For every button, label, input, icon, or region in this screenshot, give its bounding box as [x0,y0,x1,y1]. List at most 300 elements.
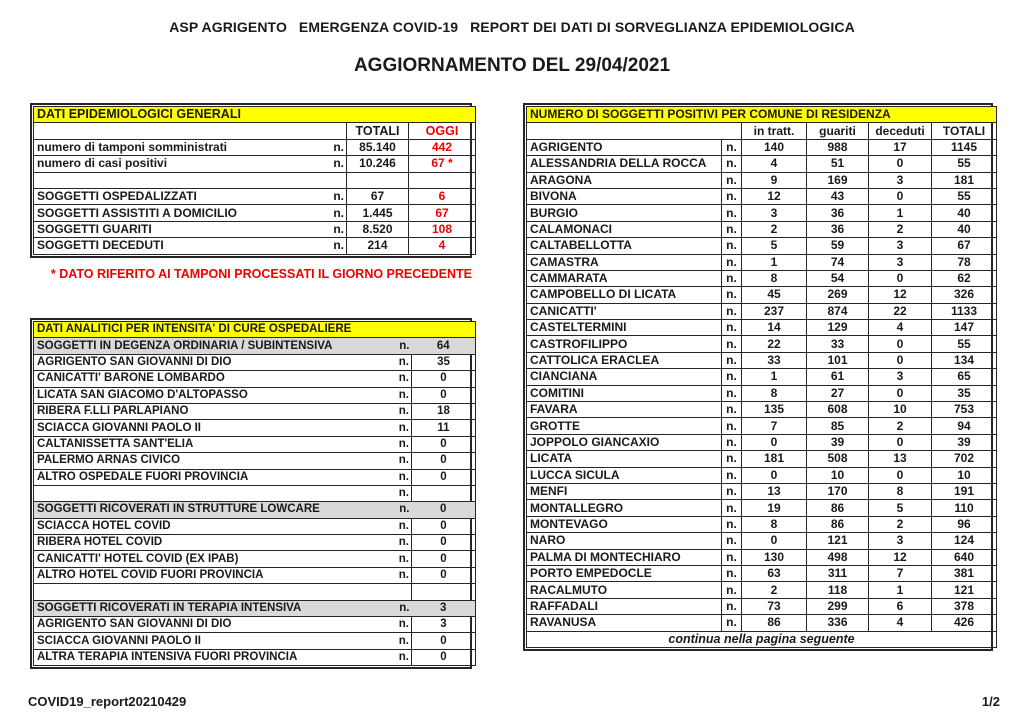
row-label: SOGGETTI ASSISTITI A DOMICILIO [34,205,325,221]
cell-in-tratt: 12 [742,188,807,204]
cell-totali: 10 [932,467,997,483]
cell-totali: 1.445 [347,205,409,221]
cell-deceduti: 0 [869,336,932,352]
cell-deceduti: 0 [869,467,932,483]
table-row [34,535,476,551]
cell-in-tratt: 0 [742,434,807,450]
n-abbrev: n. [722,320,742,336]
n-abbrev: n. [390,567,412,583]
positives-by-municipality-table [523,103,993,651]
table-row [527,615,997,631]
table-row [34,600,476,616]
table-row [527,451,997,467]
n-abbrev: n. [390,518,412,534]
cell-totali: 1133 [932,303,997,319]
comune-name: CALAMONACI [527,221,722,237]
cell-deceduti: 0 [869,270,932,286]
cell-deceduti: 2 [869,516,932,532]
table-row [527,336,997,352]
table-row [527,385,997,401]
comune-name: BURGIO [527,205,722,221]
cell-deceduti: 17 [869,139,932,155]
table-row [527,516,997,532]
cell-totali: 1145 [932,139,997,155]
cell-guariti: 51 [807,156,869,172]
cell-guariti: 10 [807,467,869,483]
report-filename: COVID19_report20210429 [28,694,187,709]
cell-guariti: 121 [807,533,869,549]
cell-totali: 67 [932,238,997,254]
table-row [527,598,997,614]
comune-name: ARAGONA [527,172,722,188]
cell-totali: 35 [932,385,997,401]
comune-name: ALESSANDRIA DELLA ROCCA [527,156,722,172]
row-label [34,584,390,600]
table-row [34,617,476,633]
cell-value: 0 [412,436,476,452]
cell-totali: 96 [932,516,997,532]
cell-totali: 181 [932,172,997,188]
table-row [527,270,997,286]
cell-in-tratt: 5 [742,238,807,254]
n-abbrev: n. [722,385,742,401]
cell-value: 0 [412,649,476,665]
general-table-empty-header [34,123,347,139]
cell-totali: 94 [932,418,997,434]
cell-value: 0 [412,387,476,403]
cell-deceduti: 12 [869,287,932,303]
n-abbrev: n. [722,451,742,467]
tamponi-footnote: * DATO RIFERITO AI TAMPONI PROCESSATI IL GIORNO PRECEDENTE [50,267,472,281]
row-label: PALERMO ARNAS CIVICO [34,453,390,469]
cell-value: 0 [412,371,476,387]
n-abbrev [390,584,412,600]
n-abbrev: n. [390,649,412,665]
cell-value: 0 [412,551,476,567]
cell-value: 3 [412,617,476,633]
n-abbrev: n. [390,469,412,485]
table-row [527,565,997,581]
n-abbrev [325,172,347,188]
column-header-totali: TOTALI [347,123,409,139]
row-label: SOGGETTI RICOVERATI IN STRUTTURE LOWCARE [34,502,390,518]
n-abbrev: n. [722,287,742,303]
n-abbrev: n. [390,600,412,616]
n-abbrev: n. [390,403,412,419]
cell-guariti: 101 [807,352,869,368]
n-abbrev: n. [390,453,412,469]
hospital-care-intensity-table [30,318,472,669]
cell-guariti: 988 [807,139,869,155]
row-label: SCIACCA GIOVANNI PAOLO II [34,420,390,436]
cell-guariti: 508 [807,451,869,467]
comune-name: PALMA DI MONTECHIARO [527,549,722,565]
n-abbrev: n. [390,420,412,436]
cell-guariti: 498 [807,549,869,565]
table-row [34,649,476,665]
comune-name: FAVARA [527,402,722,418]
table-row [527,402,997,418]
cell-guariti: 608 [807,402,869,418]
table-row [34,139,476,155]
cell-guariti: 311 [807,565,869,581]
cell-guariti: 874 [807,303,869,319]
cell-oggi: 108 [409,221,476,237]
comune-name: CAMASTRA [527,254,722,270]
row-label: RIBERA HOTEL COVID [34,535,390,551]
cell-guariti: 86 [807,516,869,532]
table-row [34,188,476,204]
n-abbrev: n. [390,502,412,518]
cell-deceduti: 6 [869,598,932,614]
comune-name: GROTTE [527,418,722,434]
cell-deceduti: 0 [869,352,932,368]
hospital-table [33,321,476,666]
table-row [34,502,476,518]
n-abbrev: n. [722,369,742,385]
comune-name: CATTOLICA ERACLEA [527,352,722,368]
cell-in-tratt: 63 [742,565,807,581]
comune-name: CAMMARATA [527,270,722,286]
cell-value [412,584,476,600]
cell-value: 11 [412,420,476,436]
cell-value: 0 [412,502,476,518]
cell-in-tratt: 7 [742,418,807,434]
cell-deceduti: 4 [869,320,932,336]
comune-name: COMITINI [527,385,722,401]
cell-value: 0 [412,518,476,534]
table-row [527,172,997,188]
comune-name: AGRIGENTO [527,139,722,155]
comune-name: CANICATTI' [527,303,722,319]
comune-name: RAFFADALI [527,598,722,614]
table-row [527,238,997,254]
cell-deceduti: 3 [869,254,932,270]
n-abbrev: n. [722,467,742,483]
cell-in-tratt: 19 [742,500,807,516]
cell-totali: 147 [932,320,997,336]
row-label [34,172,325,188]
cell-in-tratt: 9 [742,172,807,188]
cell-deceduti: 3 [869,238,932,254]
cell-deceduti: 7 [869,565,932,581]
cell-deceduti: 1 [869,205,932,221]
table-row [527,352,997,368]
n-abbrev: n. [722,156,742,172]
cell-guariti: 54 [807,270,869,286]
cell-guariti: 129 [807,320,869,336]
table-row [34,453,476,469]
comuni-table-title-row [527,107,997,123]
cell-value: 0 [412,567,476,583]
table-row [527,582,997,598]
general-table-title: DATI EPIDEMIOLOGICI GENERALI [34,107,476,123]
table-row [34,354,476,370]
cell-oggi: 442 [409,139,476,155]
cell-oggi: 6 [409,188,476,204]
n-abbrev: n. [722,270,742,286]
table-row [527,287,997,303]
cell-totali: 10.246 [347,156,409,172]
cell-deceduti: 0 [869,188,932,204]
cell-totali: 326 [932,287,997,303]
cell-totali: 426 [932,615,997,631]
comune-name: NARO [527,533,722,549]
cell-in-tratt: 86 [742,615,807,631]
cell-in-tratt: 237 [742,303,807,319]
comuni-table-footer-row [527,631,997,647]
cell-value: 3 [412,600,476,616]
cell-guariti: 61 [807,369,869,385]
comune-name: CASTROFILIPPO [527,336,722,352]
cell-deceduti: 0 [869,156,932,172]
n-abbrev: n. [722,402,742,418]
cell-guariti: 336 [807,615,869,631]
cell-totali: 55 [932,156,997,172]
row-label: numero di tamponi somministrati [34,139,325,155]
table-row [527,205,997,221]
table-row [34,584,476,600]
cell-deceduti: 3 [869,533,932,549]
table-row [34,567,476,583]
cell-in-tratt: 4 [742,156,807,172]
cell-guariti: 118 [807,582,869,598]
table-row [527,483,997,499]
n-abbrev: n. [722,500,742,516]
row-label: LICATA SAN GIACOMO D'ALTOPASSO [34,387,390,403]
general-table [33,106,476,255]
column-header-oggi: OGGI [409,123,476,139]
comuni-table-header-row [527,123,997,139]
row-label: SOGGETTI RICOVERATI IN TERAPIA INTENSIVA [34,600,390,616]
hospital-table-title-row [34,322,476,338]
n-abbrev: n. [722,188,742,204]
comune-name: RAVANUSA [527,615,722,631]
table-row [527,434,997,450]
cell-value: 0 [412,469,476,485]
n-abbrev: n. [390,354,412,370]
cell-guariti: 169 [807,172,869,188]
cell-deceduti: 10 [869,402,932,418]
table-row [34,551,476,567]
cell-guariti: 36 [807,205,869,221]
n-abbrev: n. [390,387,412,403]
cell-totali: 62 [932,270,997,286]
cell-totali: 124 [932,533,997,549]
n-abbrev: n. [722,598,742,614]
table-row [34,403,476,419]
table-row [527,303,997,319]
cell-in-tratt: 33 [742,352,807,368]
n-abbrev: n. [722,336,742,352]
table-row [34,469,476,485]
cell-value: 18 [412,403,476,419]
row-label: ALTRA TERAPIA INTENSIVA FUORI PROVINCIA [34,649,390,665]
cell-value [412,485,476,501]
n-abbrev: n. [325,188,347,204]
n-abbrev: n. [722,205,742,221]
cell-totali: 55 [932,336,997,352]
cell-totali: 67 [347,188,409,204]
table-row [527,188,997,204]
row-label: SCIACCA HOTEL COVID [34,518,390,534]
n-abbrev: n. [722,221,742,237]
cell-deceduti: 3 [869,369,932,385]
comune-name: CAMPOBELLO DI LICATA [527,287,722,303]
cell-totali: 85.140 [347,139,409,155]
report-header-title: ASP AGRIGENTO EMERGENZA COVID-19 REPORT DEI DATI DI SORVEGLIANZA EPIDEMIOLOGICA [169,19,855,35]
cell-in-tratt: 1 [742,254,807,270]
comune-name: BIVONA [527,188,722,204]
cell-totali: 214 [347,238,409,254]
n-abbrev: n. [390,338,412,354]
cell-deceduti: 5 [869,500,932,516]
cell-in-tratt: 8 [742,385,807,401]
cell-deceduti: 13 [869,451,932,467]
cell-totali: 40 [932,205,997,221]
cell-totali: 134 [932,352,997,368]
cell-in-tratt: 8 [742,270,807,286]
cell-totali: 381 [932,565,997,581]
column-header-in-tratt: in tratt. [742,123,807,139]
n-abbrev: n. [390,436,412,452]
row-label: ALTRO HOTEL COVID FUORI PROVINCIA [34,567,390,583]
table-row [527,418,997,434]
table-row [527,500,997,516]
cell-guariti: 27 [807,385,869,401]
cell-guariti: 33 [807,336,869,352]
cell-value: 0 [412,453,476,469]
n-abbrev: n. [722,549,742,565]
report-update-date: AGGIORNAMENTO DEL 29/04/2021 [353,55,671,76]
n-abbrev: n. [722,139,742,155]
table-row [527,139,997,155]
n-abbrev: n. [390,633,412,649]
cell-totali: 55 [932,188,997,204]
cell-totali: 65 [932,369,997,385]
n-abbrev: n. [722,615,742,631]
row-label: CALTANISSETTA SANT'ELIA [34,436,390,452]
column-header-guariti: guariti [807,123,869,139]
n-abbrev: n. [722,516,742,532]
n-abbrev: n. [722,303,742,319]
cell-guariti: 39 [807,434,869,450]
table-row [34,371,476,387]
n-abbrev: n. [325,156,347,172]
table-row [527,467,997,483]
table-row [34,387,476,403]
cell-in-tratt: 140 [742,139,807,155]
comune-name: RACALMUTO [527,582,722,598]
cell-value: 64 [412,338,476,354]
cell-guariti: 85 [807,418,869,434]
n-abbrev: n. [722,352,742,368]
table-row [527,221,997,237]
n-abbrev: n. [390,617,412,633]
cell-value: 0 [412,633,476,649]
comune-name: MENFI [527,483,722,499]
row-label: ALTRO OSPEDALE FUORI PROVINCIA [34,469,390,485]
n-abbrev: n. [722,254,742,270]
n-abbrev: n. [325,238,347,254]
row-label: numero di casi positivi [34,156,325,172]
cell-guariti: 170 [807,483,869,499]
table-row [527,156,997,172]
cell-in-tratt: 2 [742,582,807,598]
cell-deceduti: 22 [869,303,932,319]
cell-guariti: 36 [807,221,869,237]
cell-deceduti: 2 [869,418,932,434]
general-epidemiological-data-table [30,103,472,258]
cell-in-tratt: 3 [742,205,807,221]
table-row [34,436,476,452]
n-abbrev: n. [390,551,412,567]
general-table-header-row [34,123,476,139]
row-label: CANICATTI' HOTEL COVID (EX IPAB) [34,551,390,567]
n-abbrev: n. [325,205,347,221]
n-abbrev: n. [722,565,742,581]
comune-name: LUCCA SICULA [527,467,722,483]
cell-guariti: 86 [807,500,869,516]
comune-name: CIANCIANA [527,369,722,385]
row-label: SOGGETTI IN DEGENZA ORDINARIA / SUBINTENSIVA [34,338,390,354]
comuni-empty-header [527,123,742,139]
cell-totali: 78 [932,254,997,270]
cell-in-tratt: 13 [742,483,807,499]
row-label: AGRIGENTO SAN GIOVANNI DI DIO [34,354,390,370]
cell-in-tratt: 1 [742,369,807,385]
cell-in-tratt: 130 [742,549,807,565]
cell-in-tratt: 14 [742,320,807,336]
n-abbrev: n. [722,434,742,450]
row-label: SOGGETTI GUARITI [34,221,325,237]
cell-totali: 378 [932,598,997,614]
cell-deceduti: 0 [869,385,932,401]
row-label [34,485,390,501]
cell-guariti: 74 [807,254,869,270]
table-row [34,338,476,354]
row-label: AGRIGENTO SAN GIOVANNI DI DIO [34,617,390,633]
cell-deceduti: 8 [869,483,932,499]
cell-totali: 753 [932,402,997,418]
n-abbrev: n. [722,483,742,499]
table-row [34,420,476,436]
row-label: SOGGETTI OSPEDALIZZATI [34,188,325,204]
cell-value: 0 [412,535,476,551]
n-abbrev: n. [722,172,742,188]
cell-totali [347,172,409,188]
n-abbrev: n. [390,485,412,501]
cell-oggi: 67 * [409,156,476,172]
page-number: 1/2 [981,694,1000,709]
n-abbrev: n. [722,533,742,549]
cell-guariti: 299 [807,598,869,614]
cell-in-tratt: 45 [742,287,807,303]
cell-in-tratt: 8 [742,516,807,532]
n-abbrev: n. [390,371,412,387]
cell-totali: 121 [932,582,997,598]
cell-totali: 40 [932,221,997,237]
n-abbrev: n. [722,418,742,434]
cell-deceduti: 12 [869,549,932,565]
cell-in-tratt: 2 [742,221,807,237]
n-abbrev: n. [325,221,347,237]
comune-name: LICATA [527,451,722,467]
cell-oggi: 4 [409,238,476,254]
continua-note: continua nella pagina seguente [527,631,997,647]
table-row [34,633,476,649]
general-table-title-row [34,107,476,123]
